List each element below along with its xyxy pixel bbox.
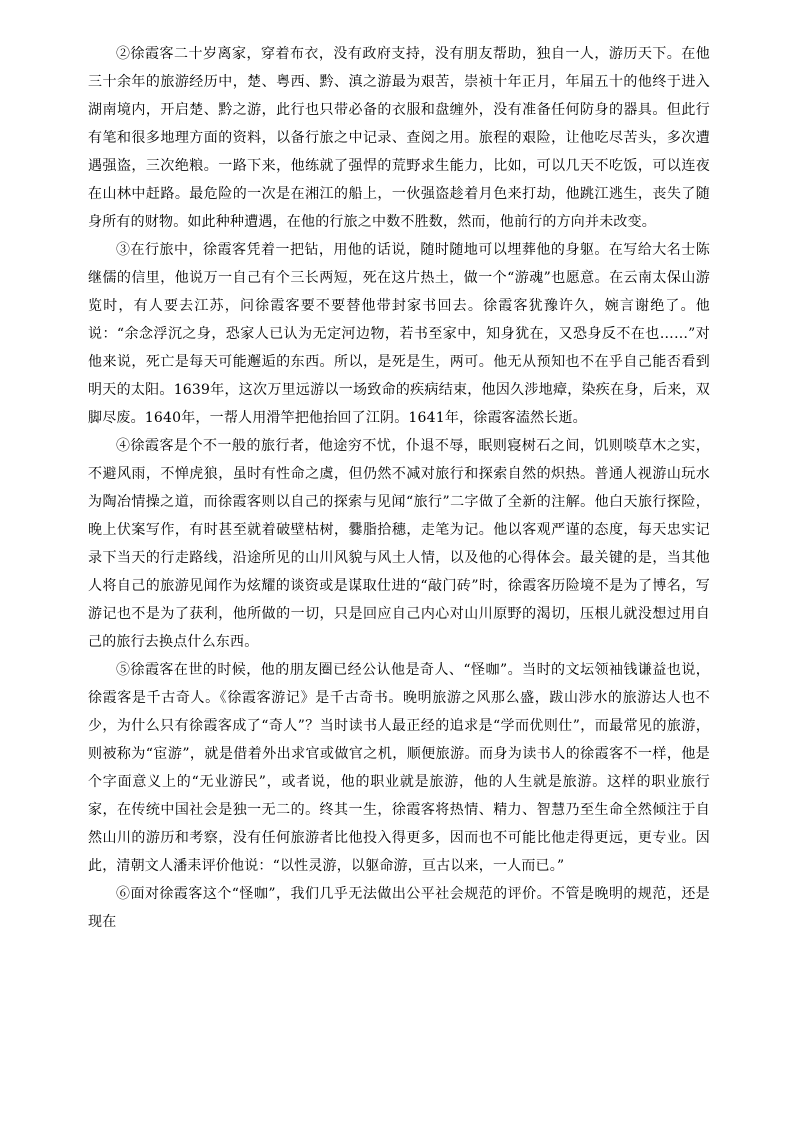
document-page bbox=[88, 40, 710, 936]
paragraph-4: ④徐霞客是个不一般的旅行者，他途穷不忧，仆退不辱，眠则寝树石之间，饥则啖草木之实，不避风雨，不惮虎狼，虽时有性命之虞，但仍然不减对旅行和探索自然的炽热。普通人视游山玩水为陶冶情操之道，而徐霞客则以自己的探索与见闻“旅行”二字做了全新的注解。他白天旅行探险，晚上伏案写作，有时甚至就着破壁枯树，爨脂拾穗，走笔为记。他以客观严谨的态度，每天忠实记录下当天的行走路线，沿途所见的山川风貌与风土人情，以及他的心得体会。最关键的是，当其他人将自己的旅游见闻作为炫耀的谈资或是谋取仕进的“敲门砖”时，徐霞客历险境不是为了博名，写游记也不是为了获利，他所做的一切，只是回应自己内心对山川原野的渴切，压根儿就没想过用自己的旅行去换点什么东西。 bbox=[88, 438, 710, 650]
paragraph-6: ⑥面对徐霞客这个“怪咖”，我们几乎无法做出公平社会规范的评价。不管是晚明的规范，还是现在 bbox=[88, 886, 710, 930]
paragraph-2: ②徐霞客二十岁离家，穿着布衣，没有政府支持，没有朋友帮助，独自一人，游历天下。在他三十余年的旅游经历中，楚、粤西、黔、滇之游最为艰苦，崇祯十年正月，年届五十的他终于进入湖南境内，开启楚、黔之游，此行也只带必备的衣服和盘缠外，没有准备任何防身的器具。但此行有笔和很多地理方面的资料，以备行旅之中记录、查阅之用。旅程的艰险，让他吃尽苦头，多次遭遇强盗，三次绝粮。一路下来，他练就了强悍的荒野求生能力，比如，可以几天不吃饭，可以连夜在山林中赶路。最危险的一次是在湘江的船上，一伙强盗趁着月色来打劫，他跳江逃生，丧失了随身所有的财物。如此种种遭遇，在他的行旅之中数不胜数，然而，他前行的方向并未改变。 bbox=[88, 46, 710, 230]
paragraph-5: ⑤徐霞客在世的时候，他的朋友圈已经公认他是奇人、“怪咖”。当时的文坛领袖钱谦益也说，徐霞客是千古奇人。《徐霞客游记》是千古奇书。晚明旅游之风那么盛，跋山涉水的旅游达人也不少，为什么只有徐霞客成了“奇人”？当时读书人最正经的追求是“学而优则仕”，而最常见的旅游，则被称为“宦游”，就是借着外出求官或做官之机，顺便旅游。而身为读书人的徐霞客不一样，他是个字面意义上的“无业游民”，或者说，他的职业就是旅游，他的人生就是旅游。这样的职业旅行家，在传统中国社会是独一无二的。终其一生，徐霞客将热情、精力、智慧乃至生命全然倾注于自然山川的游历和考察，没有任何旅游者比他投入得更多，因而也不可能比他走得更远，更专业。因此，清朝文人潘耒评价他说：“以性灵游，以躯命游，亘古以来，一人而已。” bbox=[88, 662, 710, 874]
paragraph-3: ③在行旅中，徐霞客凭着一把钻，用他的话说，随时随地可以埋葬他的身躯。在写给大名士陈继儒的信里，他说万一自己有个三长两短，死在这片热土，做一个“游魂”也愿意。在云南太保山游览时，有人要去江苏，问徐霞客要不要替他带封家书回去。徐霞客犹豫许久，婉言谢绝了。他说：“余念浮沉之身，恐家人已认为无定河边物，若书至家中，知身犹在，又恐身反不在也……”对他来说，死亡是每天可能邂逅的东西。所以，是死是生，两可。他无从预知也不在乎自己能否看到明天的太阳。1639年，这次万里远游以一场致命的疾病结束，他因久涉地瘴，染疾在身，后来，双脚尽废。1640年，一帮人用滑竿把他抬回了江阴。1641年，徐霞客溘然长逝。 bbox=[88, 242, 710, 426]
